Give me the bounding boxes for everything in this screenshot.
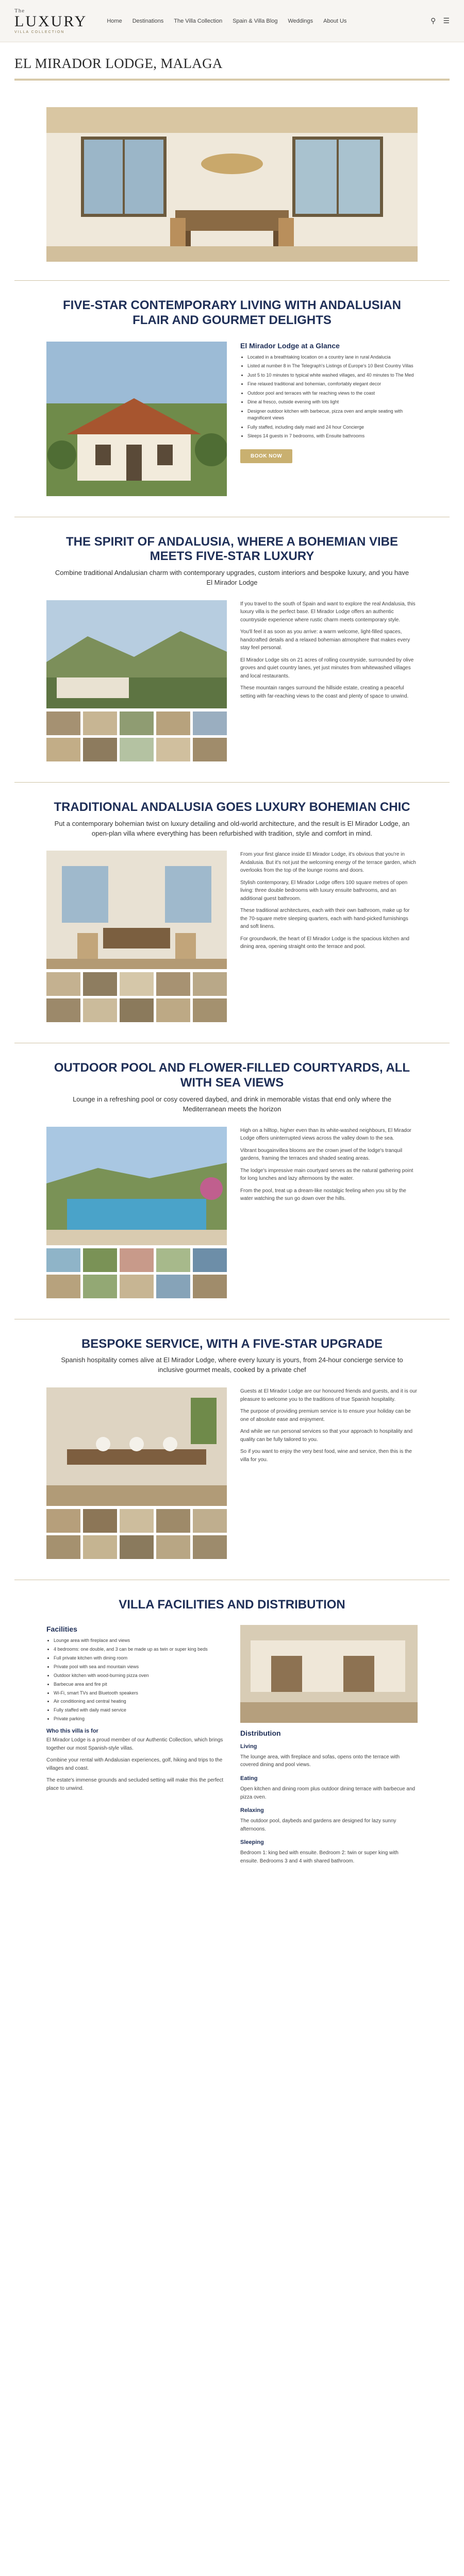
gallery-thumbnail[interactable] (46, 1275, 80, 1298)
page-title: EL MIRADOR LODGE, MALAGA (14, 56, 450, 80)
paragraph: You'll feel it as soon as you arrive: a warm welcome, light-filled spaces, handcrafted details and a relaxed bohemian atmosphere that makes every stay feel personal. (240, 629, 410, 651)
logo-main-text: LUXURY (14, 12, 88, 30)
facility-item: • Outdoor kitchen with wood-burning pizza oven (54, 1672, 227, 1680)
section2-thumbnails (46, 711, 227, 761)
header-icons (430, 16, 450, 25)
facility-item: • Private parking (54, 1716, 227, 1723)
section2-content (46, 600, 418, 761)
terrace-image (240, 1625, 418, 1723)
section3-heading: TRADITIONAL ANDALUSIA GOES LUXURY BOHEMIAN CHIC (54, 800, 410, 814)
gallery-thumbnail[interactable] (120, 1275, 154, 1298)
gallery-thumbnail[interactable] (193, 1509, 227, 1533)
gallery-thumbnail[interactable] (193, 711, 227, 735)
section3-main-photo (46, 851, 227, 969)
glance-item: • Dine al fresco, outside evening with lots light (247, 399, 418, 406)
gallery-thumbnail[interactable] (156, 998, 190, 1022)
paragraph: These traditional architectures, each with their own bathroom, make up for the 70-square metre sleeping quarters, each with hand-picked furnishings and soft linens. (240, 908, 410, 930)
hero-illustration (46, 107, 418, 262)
gallery-thumbnail[interactable] (193, 998, 227, 1022)
facilities-title: Facilities (46, 1624, 77, 1633)
section2-gallery (46, 600, 227, 761)
nav-item-about[interactable]: About Us (323, 18, 347, 24)
section3-text (240, 851, 418, 1022)
section4-gallery (46, 1127, 227, 1298)
section4-thumbnails (46, 1248, 227, 1298)
gallery-thumbnail[interactable] (193, 1535, 227, 1559)
site-header (0, 0, 464, 42)
facility-item: • 4 bedrooms: one double, and 3 can be made up as twin or super king beds (54, 1646, 227, 1653)
gallery-thumbnail[interactable] (46, 1248, 80, 1272)
glance-item: • Sleeps 14 guests in 7 bedrooms, with Ensuite bathrooms (247, 433, 418, 440)
gallery-thumbnail[interactable] (193, 972, 227, 996)
section2-subheading: Combine traditional Andalusian charm with contemporary upgrades, custom interiors and bespoke luxury, and you have El Mirador Lodge (55, 569, 409, 587)
distribution-column (240, 1625, 418, 1869)
paragraph: Bedroom 1: king bed with ensuite. Bedroom 2: twin or super king with ensuite. Bedrooms 3 and 4 with shared bathroom. (240, 1850, 399, 1864)
facility-item: • Air conditioning and central heating (54, 1698, 227, 1705)
paragraph: The estate's immense grounds and secluded setting will make this the perfect place to unwind. (46, 1777, 224, 1791)
gallery-thumbnail[interactable] (120, 1248, 154, 1272)
section5-text (240, 1387, 418, 1559)
lodge-exterior-image (46, 342, 227, 496)
glance-title: El Mirador Lodge at a Glance (240, 341, 340, 350)
paragraph: Stylish contemporary, El Mirador Lodge offers 100 square metres of open living: three double bedrooms with luxury ensuite bathrooms, and an additional guest bathroom. (240, 879, 408, 902)
section1-heading: FIVE-STAR CONTEMPORARY LIVING WITH ANDALUSIAN FLAIR AND GOURMET DELIGHTS (63, 298, 401, 327)
gallery-thumbnail[interactable] (46, 998, 80, 1022)
gallery-thumbnail[interactable] (120, 1509, 154, 1533)
facilities-section (46, 1625, 418, 1869)
section3-subheading: Put a contemporary bohemian twist on luxury detailing and old-world architecture, and the result is El Mirador Lodge, an open-plan villa where everything has been refurbished with tradition, style and comfort in mind. (54, 819, 410, 837)
logo-top-text: The (14, 7, 25, 14)
paragraph: Open kitchen and dining room plus outdoor dining terrace with barbecue and pizza oven. (240, 1786, 416, 1800)
section4-subheading: Lounge in a refreshing pool or cosy covered daybed, and drink in memorable vistas that end only where the Mediterranean meets the horizon (73, 1095, 391, 1113)
menu-icon[interactable]: ☰ (443, 16, 450, 25)
nav-item-weddings[interactable]: Weddings (288, 18, 313, 24)
glance-item: • Fine relaxed traditional and bohemian, comfortably elegant decor (247, 381, 418, 388)
facility-item: • Wi-Fi, smart TVs and Bluetooth speakers (54, 1690, 227, 1697)
paragraph: Combine your rental with Andalusian experiences, golf, hiking and trips to the villages and coast. (46, 1757, 223, 1771)
facility-item: • Lounge area with fireplace and views (54, 1637, 227, 1645)
gallery-thumbnail[interactable] (120, 998, 154, 1022)
paragraph: Vibrant bougainvillea blooms are the crown jewel of the lodge's tranquil gardens, framing the terraces and shaded seating areas. (240, 1147, 403, 1162)
gallery-thumbnail[interactable] (156, 1275, 190, 1298)
gallery-thumbnail[interactable] (46, 1509, 80, 1533)
paragraph: For groundwork, the heart of El Mirador Lodge is the spacious kitchen and dining area, opening straight onto the terrace and pool. (240, 936, 409, 950)
paragraph: The lounge area, with fireplace and sofas, opens onto the terrace with covered dining and pool views. (240, 1754, 400, 1768)
section1-photo (46, 342, 227, 496)
gallery-thumbnail[interactable] (120, 738, 154, 761)
distribution-heading: Relaxing (240, 1807, 264, 1814)
who-this-villa-is-for-text (46, 1736, 227, 1792)
gallery-thumbnail[interactable] (46, 738, 80, 761)
distribution-heading: Eating (240, 1775, 258, 1782)
paragraph: And while we run personal services so that your approach to hospitality and quality can be fully tailored to you. (240, 1429, 413, 1443)
section2-heading: THE SPIRIT OF ANDALUSIA, WHERE A BOHEMIAN VIBE MEETS FIVE-STAR LUXURY (65, 534, 398, 564)
section5-content (46, 1387, 418, 1559)
paragraph: El Mirador Lodge sits on 21 acres of rolling countryside, surrounded by olive groves and quiet country lanes, yet just minutes from whitewashed villages and local restaurants. (240, 657, 414, 679)
section-divider (14, 280, 450, 281)
glance-box (240, 342, 418, 496)
section2-main-photo (46, 600, 227, 708)
main-nav (107, 18, 346, 24)
paragraph: High on a hilltop, higher even than its white-washed neighbours, El Mirador Lodge offers uninterrupted views across the valley down to the sea. (240, 1127, 411, 1142)
facility-item: • Private pool with sea and mountain views (54, 1664, 227, 1671)
gallery-thumbnail[interactable] (83, 711, 117, 735)
gallery-thumbnail[interactable] (120, 972, 154, 996)
gallery-thumbnail[interactable] (83, 738, 117, 761)
paragraph: These mountain ranges surround the hillside estate, creating a peaceful setting with far-reaching views to the coast and plenty of space to unwind. (240, 685, 409, 699)
gallery-thumbnail[interactable] (120, 711, 154, 735)
gallery-thumbnail[interactable] (156, 711, 190, 735)
nav-item-villa-collection[interactable]: The Villa Collection (174, 18, 223, 24)
glance-item: • Listed at number 8 in The Telegraph's Listings of Europe's 10 Best Country Villas (247, 363, 418, 370)
distribution-photo (240, 1625, 418, 1723)
hero-image (46, 107, 418, 262)
distribution-title: Distribution (240, 1728, 281, 1737)
section2-text (240, 600, 418, 761)
gallery-thumbnail[interactable] (156, 972, 190, 996)
section5-heading: BESPOKE SERVICE, WITH A FIVE-STAR UPGRADE (81, 1336, 383, 1351)
logo-sub-text: VILLA COLLECTION (14, 30, 65, 34)
section-divider (14, 782, 450, 783)
glance-item: • Designer outdoor kitchen with barbecue, pizza oven and ample seating with magnificent views (247, 408, 418, 422)
gallery-thumbnail[interactable] (83, 1248, 117, 1272)
distribution-heading: Living (240, 1743, 257, 1750)
paragraph: El Mirador Lodge is a proud member of our Authentic Collection, which brings together our most Spanish-style villas. (46, 1737, 223, 1751)
gallery-thumbnail[interactable] (156, 1248, 190, 1272)
facilities-column (46, 1625, 227, 1869)
section5-subheading: Spanish hospitality comes alive at El Mirador Lodge, where every luxury is yours, from 24-hour concierge service to inclusive gourmet meals, cooked by a private chef (61, 1356, 403, 1374)
section6-heading: VILLA FACILITIES AND DISTRIBUTION (119, 1598, 345, 1612)
distribution-heading: Sleeping (240, 1839, 264, 1846)
section5-thumbnails (46, 1509, 227, 1559)
book-now-button[interactable]: BOOK NOW (240, 449, 292, 463)
gallery-thumbnail[interactable] (46, 972, 80, 996)
distribution-text (240, 1742, 418, 1865)
pool-image (46, 1127, 227, 1245)
section4-main-photo (46, 1127, 227, 1245)
glance-list (240, 354, 418, 440)
paragraph: From your first glance inside El Mirador Lodge, it's obvious that you're in Andalusia. But it's not just the welcoming energy of the terrace garden, which overlooks from the top of the lounge rooms and doors. (240, 852, 416, 874)
section5-gallery (46, 1387, 227, 1559)
gallery-thumbnail[interactable] (156, 1535, 190, 1559)
facility-item: • Full private kitchen with dining room (54, 1655, 227, 1662)
paragraph: The lodge's impressive main courtyard serves as the natural gathering point for long lunches and lazy afternoons by the water. (240, 1167, 413, 1182)
gallery-thumbnail[interactable] (83, 998, 117, 1022)
facilities-list (46, 1637, 227, 1723)
nav-item-blog[interactable]: Spain & Villa Blog (233, 18, 278, 24)
paragraph: The outdoor pool, daybeds and gardens are designed for lazy sunny afternoons. (240, 1818, 396, 1832)
valley-view-image (46, 600, 227, 708)
gallery-thumbnail[interactable] (193, 1248, 227, 1272)
glance-item: • Located in a breathtaking location on a country lane in rural Andalucia (247, 354, 418, 361)
paragraph: So if you want to enjoy the very best food, wine and service, then this is the villa for you. (240, 1449, 412, 1463)
gallery-thumbnail[interactable] (46, 1535, 80, 1559)
gallery-thumbnail[interactable] (193, 738, 227, 761)
site-logo[interactable] (14, 8, 87, 34)
section3-content (46, 851, 418, 1022)
nav-item-destinations[interactable]: Destinations (132, 18, 164, 24)
gallery-thumbnail[interactable] (156, 738, 190, 761)
section4-text (240, 1127, 418, 1298)
gallery-thumbnail[interactable] (83, 1509, 117, 1533)
gallery-thumbnail[interactable] (83, 972, 117, 996)
glance-item: • Fully staffed, including daily maid and 24 hour Concierge (247, 424, 418, 431)
facility-item: • Fully staffed with daily maid service (54, 1707, 227, 1714)
paragraph: The purpose of providing premium service is to ensure your holiday can be one of absolute ease and enjoyment. (240, 1409, 411, 1422)
gallery-thumbnail[interactable] (156, 1509, 190, 1533)
paragraph: Guests at El Mirador Lodge are our honoured friends and guests, and it is our pleasure to welcome you to the traditions of true Spanish hospitality. (240, 1388, 417, 1402)
section4-heading: OUTDOOR POOL AND FLOWER-FILLED COURTYARDS, ALL WITH SEA VIEWS (54, 1061, 410, 1090)
dining-image (46, 1387, 227, 1506)
section3-gallery (46, 851, 227, 1022)
who-this-villa-is-for-title: Who this villa is for (46, 1728, 98, 1735)
gallery-thumbnail[interactable] (83, 1275, 117, 1298)
glance-item: • Just 5 to 10 minutes to typical white washed villages, and 40 minutes to The Med (247, 372, 418, 379)
gallery-thumbnail[interactable] (46, 711, 80, 735)
section1-content (46, 342, 418, 496)
section4-content (46, 1127, 418, 1298)
gallery-thumbnail[interactable] (83, 1535, 117, 1559)
nav-item-home[interactable]: Home (107, 18, 122, 24)
search-icon[interactable]: ⚲ (430, 16, 436, 25)
paragraph: If you travel to the south of Spain and want to explore the real Andalusia, this luxury villa is the perfect base. El Mirador Lodge offers an authentic countryside experience where rustic charm meets contemporary style. (240, 601, 416, 623)
facility-item: • Barbecue area and fire pit (54, 1681, 227, 1688)
section5-main-photo (46, 1387, 227, 1506)
glance-item: • Outdoor pool and terraces with far reaching views to the coast (247, 390, 418, 397)
gallery-thumbnail[interactable] (193, 1275, 227, 1298)
gallery-thumbnail[interactable] (120, 1535, 154, 1559)
interior-image (46, 851, 227, 969)
section3-thumbnails (46, 972, 227, 1022)
paragraph: From the pool, treat up a dream-like nostalgic feeling when you sit by the water watching the sun go down over the hills. (240, 1188, 406, 1202)
